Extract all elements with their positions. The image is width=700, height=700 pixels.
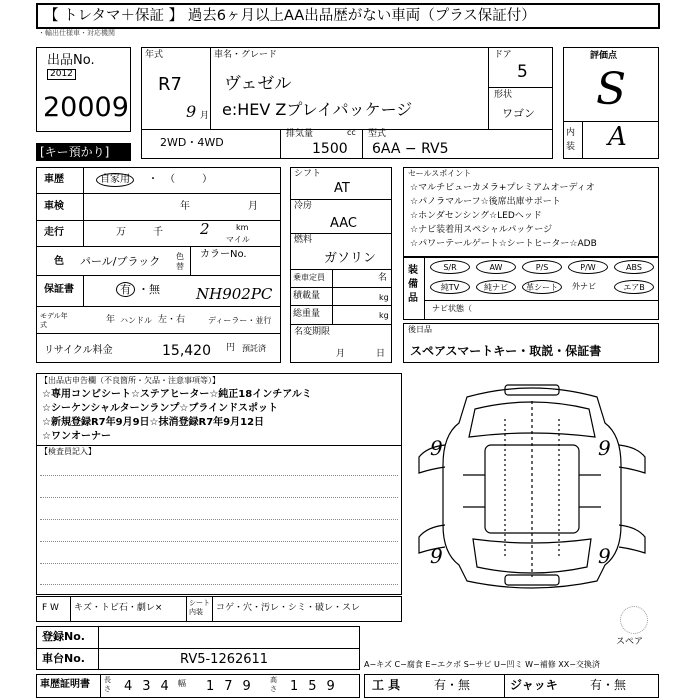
mileage-km: km xyxy=(236,223,249,232)
declaration-line: ☆ワンオーナー xyxy=(42,431,111,442)
mileage-mile: マイル xyxy=(226,235,250,244)
shape-value: ワゴン xyxy=(502,107,535,120)
mileage-man: 万 xyxy=(116,227,126,238)
sales-point: ☆パノラマルーフ☆後席出庫サポート xyxy=(410,197,561,207)
after-value: スペアスマートキー・取説・保証書 xyxy=(410,344,602,358)
recycle-note: 預託済 xyxy=(242,344,266,353)
warranty-yes: 有 xyxy=(116,282,135,297)
sales-label: セールスポイント xyxy=(408,169,472,178)
tools-value: 有・無 xyxy=(434,678,471,692)
tire-mark-rr: 9 xyxy=(598,544,611,568)
recycle-unit: 円 xyxy=(226,343,236,353)
equip-abs: ABS xyxy=(614,260,654,274)
length-value: 434 xyxy=(124,679,179,694)
year-month: 9 xyxy=(186,102,197,121)
recycle-value: 15,420 xyxy=(162,343,211,359)
inspection-year: 年 xyxy=(180,201,190,212)
equip-pw: P/W xyxy=(568,260,608,274)
interior-value: A xyxy=(608,122,627,152)
declaration-line: ☆シーケンシャルターンランプ☆ブラインドスポット xyxy=(42,403,278,414)
doors-value: 5 xyxy=(517,62,528,82)
shape-label: 形状 xyxy=(494,90,513,100)
sales-point: ☆パワーテールゲート☆シートヒーター☆ADB xyxy=(410,239,597,249)
spare-label: スペア xyxy=(616,637,644,647)
header-sub: ・輸出仕様車・対応機関 xyxy=(38,29,115,37)
warranty-label: 保証書 xyxy=(44,284,74,295)
model-value: 6AA − RV5 xyxy=(372,141,449,157)
mileage-value: 2 xyxy=(200,220,210,238)
height-value: 159 xyxy=(290,679,345,694)
load-unit: kg xyxy=(379,293,389,302)
jack-label: ジャッキ xyxy=(510,678,558,692)
car-damage-diagram xyxy=(405,375,660,597)
interior-label: 内装 xyxy=(566,128,576,152)
displacement-label: 排気量 xyxy=(286,129,314,139)
width-value: 179 xyxy=(206,679,261,694)
model-year-year: 年 xyxy=(106,315,116,325)
seat-text: コゲ・穴・汚レ・シミ・破レ・スレ xyxy=(216,603,361,613)
year-era: R7 xyxy=(158,74,182,95)
inspection-label: 車検 xyxy=(44,201,64,212)
registration-label: 登録No. xyxy=(42,630,85,643)
fw-label: F W xyxy=(42,603,59,613)
capacity-label: 乗車定員 xyxy=(293,273,325,282)
height-label: 高さ xyxy=(270,676,277,693)
mileage-sen: 千 xyxy=(153,227,163,238)
after-label: 後日品 xyxy=(408,325,432,334)
seat-label: シート内装 xyxy=(189,599,210,616)
weight-unit: kg xyxy=(379,311,389,320)
fuel-label: 燃料 xyxy=(294,235,313,245)
cooling-value: AAC xyxy=(330,216,357,231)
capacity-unit: 名 xyxy=(378,273,388,283)
drive-value: 2WD・4WD xyxy=(160,136,224,149)
tire-mark-fr: 9 xyxy=(598,436,611,460)
equip-sr: S/R xyxy=(430,260,470,274)
color-code: NH902PC xyxy=(196,285,273,303)
equip-ext-navi: 外ナビ xyxy=(572,282,596,291)
recycle-label: リサイクル料金 xyxy=(44,345,113,356)
displacement-value: 1500 xyxy=(312,141,348,157)
weight-label: 総重量 xyxy=(293,309,321,319)
tools-label: 工 具 xyxy=(372,678,401,692)
color-change-label: 色替 xyxy=(176,252,184,271)
sales-point: ☆マルチビューカメラ+プレミアムオーディオ xyxy=(410,183,595,193)
chassis-label: 車台No. xyxy=(42,652,85,665)
car-grade: e:HEV Zプレイパッケージ xyxy=(222,100,413,119)
equip-aw: AW xyxy=(476,260,516,274)
equip-airbag: エアB xyxy=(614,280,654,294)
equipment-label: 装備品 xyxy=(408,265,418,304)
equip-tv: 純TV xyxy=(430,280,470,294)
color-label: 色 xyxy=(54,256,64,267)
inspection-month: 月 xyxy=(248,201,258,212)
tire-mark-rl: 9 xyxy=(430,544,443,568)
declaration-line: ☆専用コンビシート☆ステアヒーター☆純正18インチアルミ xyxy=(42,389,312,400)
width-label: 幅 xyxy=(178,679,186,688)
mileage-label: 走行 xyxy=(44,227,64,238)
car-name-label: 車名・グレード xyxy=(214,50,278,60)
equip-navi: 純ナビ xyxy=(476,280,516,294)
jack-value: 有・無 xyxy=(590,678,627,692)
cooling-label: 冷房 xyxy=(294,201,313,211)
model-label: 型式 xyxy=(368,129,387,139)
cert-label: 車歴証明書 xyxy=(40,679,90,690)
equip-ps: P/S xyxy=(522,260,562,274)
rating-label: 評価点 xyxy=(590,51,618,61)
fuel-value: ガソリン xyxy=(324,251,377,266)
model-year-label: モデル年式 xyxy=(40,312,68,329)
shift-value: AT xyxy=(334,181,350,196)
shift-label: シフト xyxy=(294,169,322,179)
navi-state-label: ナビ状態（ xyxy=(432,304,472,313)
declaration-line: ☆新規登録R7年9月9日☆抹消登録R7年9月12日 xyxy=(42,417,265,428)
rating-score: S xyxy=(596,64,627,115)
color-value: パール/ブラック xyxy=(80,255,161,268)
tire-mark-fl: 9 xyxy=(430,436,443,460)
load-label: 積載量 xyxy=(293,291,321,301)
history-rest: ・（ ） xyxy=(148,174,225,185)
length-label: 長さ xyxy=(104,676,111,693)
doors-label: ドア xyxy=(494,50,512,60)
declaration-label: 【出品店申告欄（不良箇所・欠品・注意事項等）】 xyxy=(40,376,220,385)
header-banner-text: 【 トレタマ＋保証 】 過去6ヶ月以上AA出品歴がない車両（プラス保証付） xyxy=(44,8,536,24)
history-value: 自家用 xyxy=(96,173,134,187)
equip-leather: 革シート xyxy=(522,280,562,294)
key-label-box xyxy=(36,143,131,161)
model-year-handle: ハンドル xyxy=(120,316,152,325)
lot-label: 出品No. xyxy=(47,53,95,68)
car-name: ヴェゼル xyxy=(224,74,292,94)
lot-year-code: 2012 xyxy=(47,69,76,80)
expiry-label: 名変期限 xyxy=(294,327,331,337)
displacement-cc: cc xyxy=(347,128,356,137)
lot-box xyxy=(36,47,131,132)
inspector-label: 【検査員記入】 xyxy=(40,447,96,456)
expiry-day: 日 xyxy=(376,349,386,359)
damage-legend: A−キズ C−腐食 E−エクボ S−サビ U−凹ミ W−補修 XX−交換済 xyxy=(364,660,600,669)
fw-text: キズ・トビ石・劇レ× xyxy=(74,603,163,613)
header-banner xyxy=(36,3,660,29)
key-label: [キー預かり] xyxy=(40,145,110,159)
chassis-value: RV5-1262611 xyxy=(180,652,269,667)
sales-point: ☆ナビ装着用スペシャルパッケージ xyxy=(410,225,553,235)
spare-icon xyxy=(620,606,648,634)
color-code-label: カラーNo. xyxy=(200,249,247,260)
lot-number: 20009 xyxy=(43,92,129,123)
expiry-month: 月 xyxy=(336,349,346,359)
model-year-dealer: ディーラー・並行 xyxy=(208,316,272,325)
year-label: 年式 xyxy=(145,50,164,60)
history-label: 車歴 xyxy=(44,174,64,185)
model-year-lr: 左・右 xyxy=(158,315,186,325)
sales-point: ☆ホンダセンシング☆LEDヘッド xyxy=(410,211,542,221)
warranty-no: ・無 xyxy=(138,283,160,296)
year-month-unit: 月 xyxy=(200,111,210,121)
